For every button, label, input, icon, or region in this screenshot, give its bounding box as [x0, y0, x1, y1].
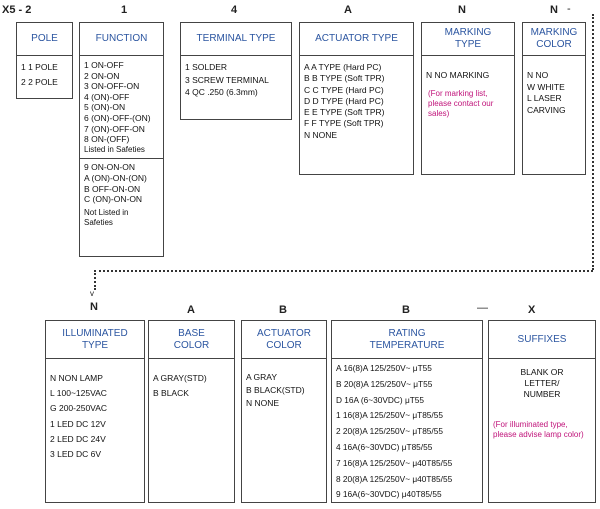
base-color-option: A GRAY(STD) — [153, 373, 207, 383]
actuator-color-option: N NONE — [246, 398, 280, 408]
base-color-option: B BLACK — [153, 388, 189, 398]
suffixes-title: SUFFIXES — [489, 321, 595, 359]
base-color-title: BASE COLOR — [149, 321, 234, 359]
marking-color-option: N NO — [527, 70, 549, 80]
function-option: 6 (ON)-OFF-(ON) — [84, 112, 151, 123]
code-pole: 1 — [121, 4, 128, 16]
connector-arrow: v — [90, 289, 94, 298]
function-title: FUNCTION — [80, 23, 163, 56]
connector-vertical-right — [592, 14, 594, 270]
marking-color-title: MARKING COLOR — [523, 23, 585, 56]
actuator-type-option: B B TYPE (Soft TPR) — [304, 73, 385, 84]
actuator-type-option: E E TYPE (Soft TPR) — [304, 107, 385, 118]
illuminated-option: G 200-250VAC — [50, 403, 108, 414]
rating-title: RATING TEMPERATURE — [332, 321, 482, 359]
function-option: 9 ON-ON-ON — [84, 162, 135, 173]
marking-color-box — [522, 22, 586, 175]
code-suffix: X — [528, 304, 536, 316]
function-option: A (ON)-ON-(ON) — [84, 172, 147, 183]
rating-box — [331, 320, 483, 503]
rating-option: D 16A (6~30VDC) μT55 — [336, 394, 425, 405]
code-marking-type: N — [458, 4, 466, 16]
code-actuator-type: A — [344, 4, 352, 16]
function-option: B OFF-ON-ON — [84, 183, 141, 194]
actuator-type-option: F F TYPE (Soft TPR) — [304, 118, 384, 129]
pole-option: 1 1 POLE — [21, 62, 58, 72]
actuator-type-option: D D TYPE (Hard PC) — [304, 95, 384, 106]
rating-option: 2 20(8)A 125/250V~ μT85/55 — [336, 426, 443, 437]
rating-option: 9 16A(6~30VDC) μ40T85/55 — [336, 489, 442, 500]
base-color-box — [148, 320, 235, 503]
pole-box — [16, 22, 73, 99]
rating-option: 7 16(8)A 125/250V~ μ40T85/55 — [336, 457, 453, 468]
illuminated-option: 2 LED DC 24V — [50, 433, 106, 444]
terminal-box — [180, 22, 292, 120]
suffix-option: NUMBER — [523, 389, 561, 399]
rating-option: B 20(8)A 125/250V~ μT55 — [336, 378, 433, 389]
function-option: 3 ON-OFF-ON — [84, 81, 140, 92]
suffixes-box — [488, 320, 596, 503]
actuator-color-title: ACTUATOR COLOR — [242, 321, 326, 359]
actuator-type-box — [299, 22, 414, 175]
marking-color-option: L LASER — [527, 93, 562, 103]
actuator-color-option: A GRAY — [246, 372, 278, 382]
terminal-option: 1 SOLDER — [185, 62, 228, 72]
function-option: 4 (ON)-OFF — [84, 91, 130, 102]
connector-horizontal — [94, 270, 593, 272]
actuator-color-option: B BLACK(STD) — [246, 385, 305, 395]
code-marking-color: N — [550, 4, 558, 16]
marking-type-title: MARKING TYPE — [422, 23, 514, 56]
suffix-option: BLANK OR — [520, 367, 564, 377]
actuator-type-option: C C TYPE (Hard PC) — [304, 84, 384, 95]
function-option: C (ON)-ON-ON — [84, 194, 143, 205]
terminal-option: 3 SCREW TERMINAL — [185, 74, 269, 85]
actuator-color-box — [241, 320, 327, 503]
code-actuator-color: B — [279, 304, 287, 316]
actuator-type-option: A A TYPE (Hard PC) — [304, 62, 382, 72]
code-dash-2: — — [477, 302, 488, 314]
function-option: 5 (ON)-ON — [84, 102, 126, 113]
marking-color-option: W WHITE — [527, 81, 565, 92]
code-rating: B — [402, 304, 410, 316]
actuator-type-option: N NONE — [304, 129, 338, 140]
function-option: 7 (ON)-OFF-ON — [84, 123, 145, 134]
illuminated-box — [45, 320, 145, 503]
code-terminal: 4 — [231, 4, 238, 16]
function-option: 1 ON-OFF — [84, 60, 124, 70]
terminal-title: TERMINAL TYPE — [181, 23, 291, 56]
illuminated-option: L 100~125VAC — [50, 388, 107, 399]
terminal-option: 4 QC .250 (6.3mm) — [185, 87, 258, 97]
connector-vertical-left — [94, 270, 96, 290]
rating-option: 8 20(8)A 125/250V~ μ40T85/55 — [336, 473, 453, 484]
actuator-type-title: ACTUATOR TYPE — [300, 23, 413, 56]
function-option: 2 ON-ON — [84, 70, 120, 81]
marking-color-option: CARVING — [527, 104, 566, 115]
rating-option: 1 16(8)A 125/250V~ μT85/55 — [336, 410, 443, 421]
illuminated-option: 1 LED DC 12V — [50, 418, 106, 429]
suffix-option: LETTER/ — [524, 378, 560, 388]
listed-note: Listed in Safeties — [84, 144, 145, 154]
marking-type-option: N NO MARKING — [426, 70, 490, 80]
function-option: 8 ON-(OFF) — [84, 134, 130, 145]
illuminated-title: ILLUMINATED TYPE — [46, 321, 144, 359]
rating-option: A 16(8)A 125/250V~ μT55 — [336, 363, 432, 373]
code-illuminated: N — [90, 301, 98, 313]
marking-note: (For marking list, please contact our sales) — [428, 88, 494, 118]
illuminated-option: 3 LED DC 6V — [50, 449, 102, 460]
pole-option: 2 2 POLE — [21, 76, 58, 87]
code-dash: - — [567, 3, 571, 15]
not-listed-note: Not Listed in Safeties — [84, 207, 129, 227]
function-box — [79, 22, 164, 257]
marking-type-box — [421, 22, 515, 175]
function-divider — [80, 158, 163, 159]
illuminated-option: N NON LAMP — [50, 373, 103, 383]
code-base-color: A — [187, 304, 195, 316]
suffix-note: (For illuminated type, please advise lamp color) — [493, 420, 584, 439]
rating-option: 4 16A(6~30VDC) μT85/55 — [336, 441, 433, 452]
code-series: X5 - 2 — [2, 4, 32, 16]
pole-title: POLE — [17, 23, 72, 56]
